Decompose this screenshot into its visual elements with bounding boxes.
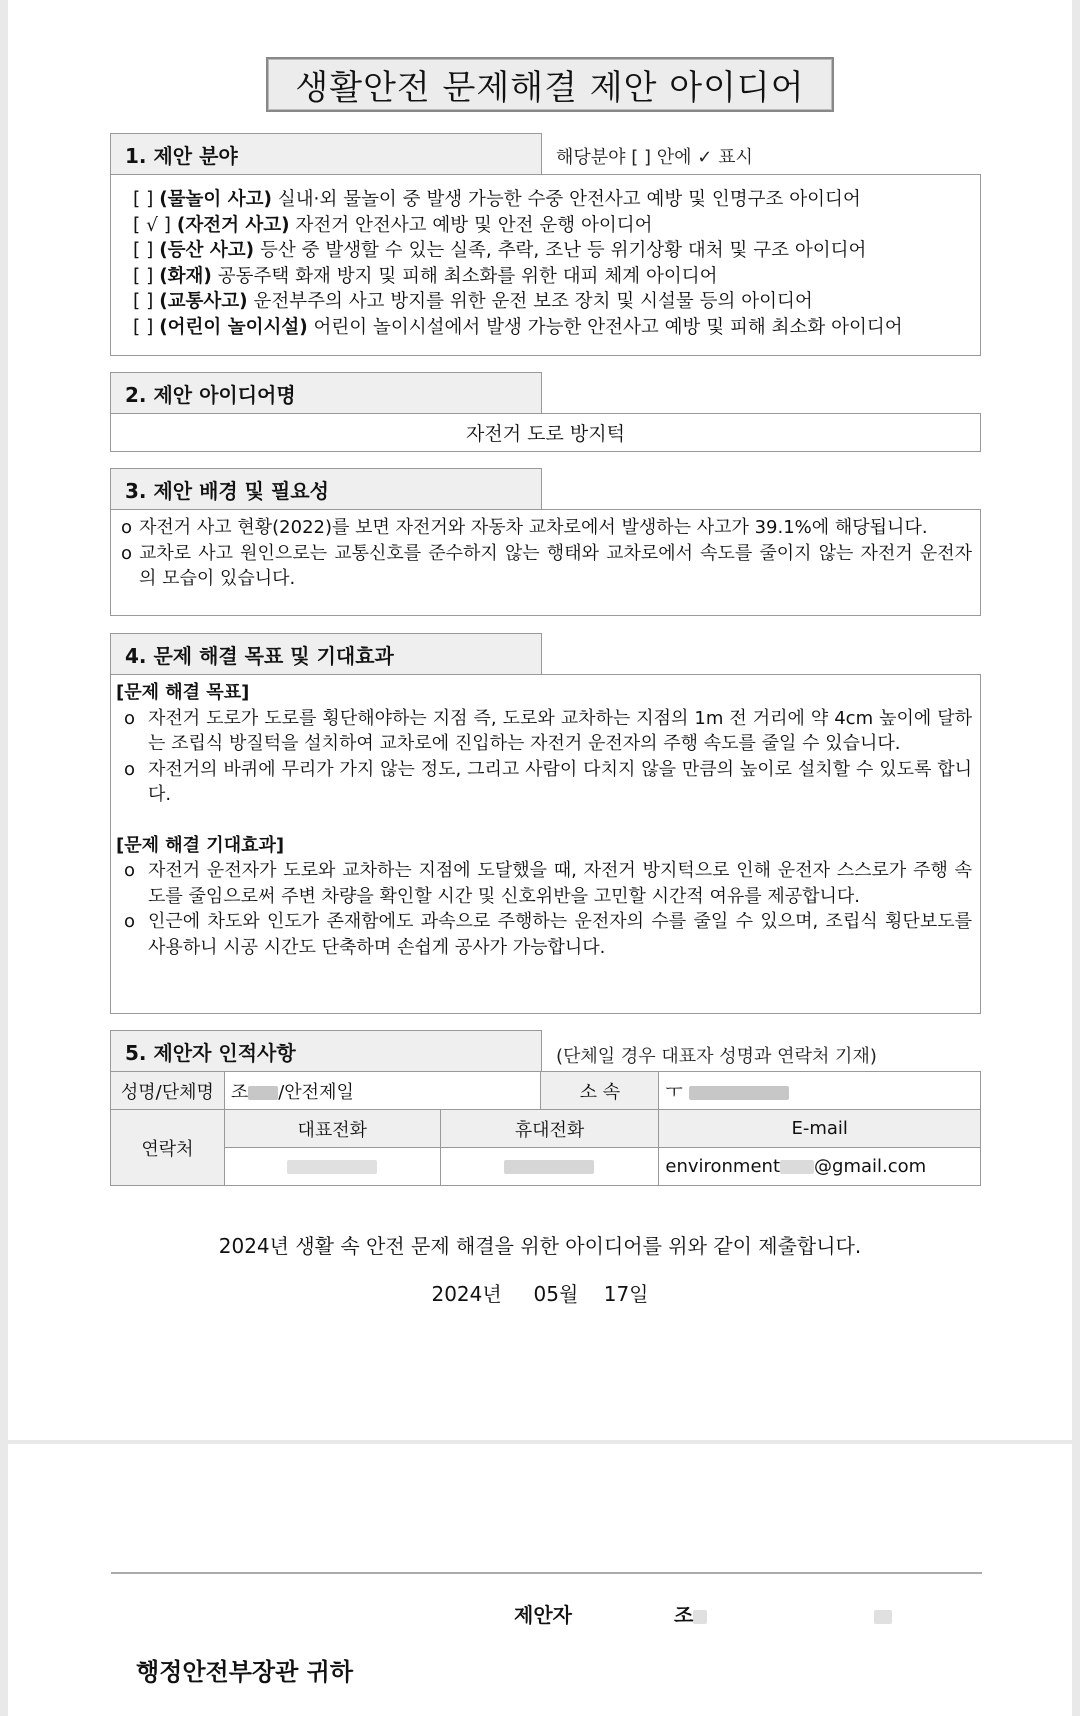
- checkbox-mark[interactable]: [ ]: [133, 265, 154, 287]
- section-1-box: [110, 174, 981, 356]
- divider: [111, 1572, 982, 1574]
- category-description: 등산 중 발생할 수 있는 실족, 추락, 조난 등 위기상황 대처 및 구조 아이디어: [254, 240, 867, 261]
- goal-item: o 자전거 도로가 도로를 횡단해야하는 지점 즉, 도로와 교차하는 지점의 1m 전 거리에 약 4cm 높이에 달하는 조립식 방질턱을 설치하여 교차로에 진입하는 자전거 운전자의 주행 속도를 줄일 수 있습니다.: [124, 707, 972, 754]
- category-name: (등산 사고): [159, 240, 255, 261]
- mobile-value: [440, 1148, 659, 1186]
- category-description: 운전부주의 사고 방지를 위한 운전 보조 장치 및 시설물 등의 아이디어: [247, 291, 813, 312]
- category-name: (교통사고): [159, 291, 248, 312]
- category-item: [133, 238, 980, 264]
- category-name: (화재): [159, 265, 212, 287]
- section-3-box: [110, 509, 981, 616]
- category-description: 공동주택 화재 방지 및 피해 최소화를 위한 대피 체계 아이디어: [211, 265, 718, 287]
- document-page-1: [8, 0, 1072, 1440]
- effect-item: o 자전거 운전자가 도로와 교차하는 지점에 도달했을 때, 자전거 방지턱으로 인해 운전자 스스로가 주행 속도를 줄임으로써 주변 차량을 확인할 시간 및 신호위반을 고민할 시간적 여유를 제공합니다.: [124, 860, 972, 907]
- proposer-label: 제안자: [514, 1603, 572, 1627]
- section-5-note: (단체일 경우 대표자 성명과 연락처 기재): [556, 1046, 877, 1067]
- category-checklist: [133, 187, 980, 340]
- category-item: [133, 187, 980, 213]
- effect-item: o 인근에 차도와 인도가 존재함에도 과속으로 주행하는 운전자의 수를 줄일 수 있으며, 조립식 횡단보도를 사용하니 시공 시간도 단축하며 손쉽게 공사가 가능합니다.: [124, 911, 972, 958]
- category-name: (물놀이 사고): [159, 189, 272, 210]
- category-description: 실내·외 물놀이 중 발생 가능한 수중 안전사고 예방 및 인명구조 아이디어: [271, 189, 861, 210]
- checkbox-mark[interactable]: [ ]: [133, 291, 154, 312]
- document-title: 생활안전 문제해결 제안 아이디어: [266, 57, 834, 112]
- contact-label: 연락처: [111, 1110, 225, 1186]
- checkbox-mark[interactable]: [ √ ]: [133, 214, 171, 236]
- checkbox-mark[interactable]: [ ]: [133, 240, 154, 261]
- effect-subtitle: [문제 해결 기대효과]: [116, 834, 285, 856]
- affiliation-label: 소 속: [541, 1072, 659, 1110]
- category-item: [133, 264, 980, 290]
- affiliation-value: ㅜ: [659, 1072, 981, 1110]
- document-page-2: [8, 1444, 1072, 1716]
- proposer-name: 조: [674, 1599, 892, 1628]
- category-item: [133, 315, 980, 341]
- mobile-column-header: 휴대전화: [440, 1110, 659, 1148]
- name-value: 조 /안전제일: [224, 1072, 541, 1110]
- name-label: 성명/단체명: [111, 1072, 225, 1110]
- section-1-heading: 1. 제안 분야: [110, 133, 542, 175]
- category-item: [133, 289, 980, 315]
- section-1-note: 해당분야 [ ] 안에 ✓ 표시: [556, 147, 753, 168]
- phone-column-header: 대표전화: [224, 1110, 440, 1148]
- category-description: 어린이 놀이시설에서 발생 가능한 안전사고 예방 및 피해 최소화 아이디어: [307, 316, 903, 338]
- category-item: [133, 213, 980, 239]
- email-value: environment @gmail.com: [659, 1148, 981, 1186]
- section-5-heading: 5. 제안자 인적사항: [110, 1030, 542, 1072]
- submission-date: 2024년 05월 17일: [431, 1282, 649, 1306]
- checkbox-mark[interactable]: [ ]: [133, 316, 154, 338]
- section-4-box: [110, 674, 981, 1014]
- email-column-header: E-mail: [659, 1110, 981, 1148]
- idea-name-box: [110, 413, 981, 452]
- checkbox-mark[interactable]: [ ]: [133, 189, 154, 210]
- goal-item: o 자전거의 바퀴에 무리가 가지 않는 정도, 그리고 사람이 다치지 않을 만큼의 높이로 설치할 수 있도록 합니다.: [124, 758, 972, 805]
- proposer-info-table: [110, 1071, 981, 1186]
- section-4-heading: 4. 문제 해결 목표 및 기대효과: [110, 633, 542, 675]
- goal-subtitle: [문제 해결 목표]: [116, 682, 250, 703]
- category-name: (어린이 놀이시설): [159, 316, 308, 338]
- addressee: 행정안전부장관 귀하: [136, 1658, 354, 1686]
- section-3-heading: 3. 제안 배경 및 필요성: [110, 468, 542, 510]
- section-2-heading: 2. 제안 아이디어명: [110, 372, 542, 414]
- idea-name: 자전거 도로 방지턱: [466, 423, 625, 445]
- category-name: (자전거 사고): [176, 214, 290, 236]
- category-description: 자전거 안전사고 예방 및 안전 운행 아이디어: [289, 214, 653, 236]
- submission-statement: 2024년 생활 속 안전 문제 해결을 위한 아이디어를 위와 같이 제출합니다.: [218, 1234, 862, 1258]
- background-item: o 교차로 사고 원인으로는 교통신호를 준수하지 않는 행태와 교차로에서 속도를 줄이지 않는 자전거 운전자의 모습이 있습니다.: [121, 542, 972, 589]
- background-item: o 자전거 사고 현황(2022)를 보면 자전거와 자동차 교차로에서 발생하는 사고가 39.1%에 해당됩니다.: [121, 517, 928, 538]
- phone-value: [224, 1148, 440, 1186]
